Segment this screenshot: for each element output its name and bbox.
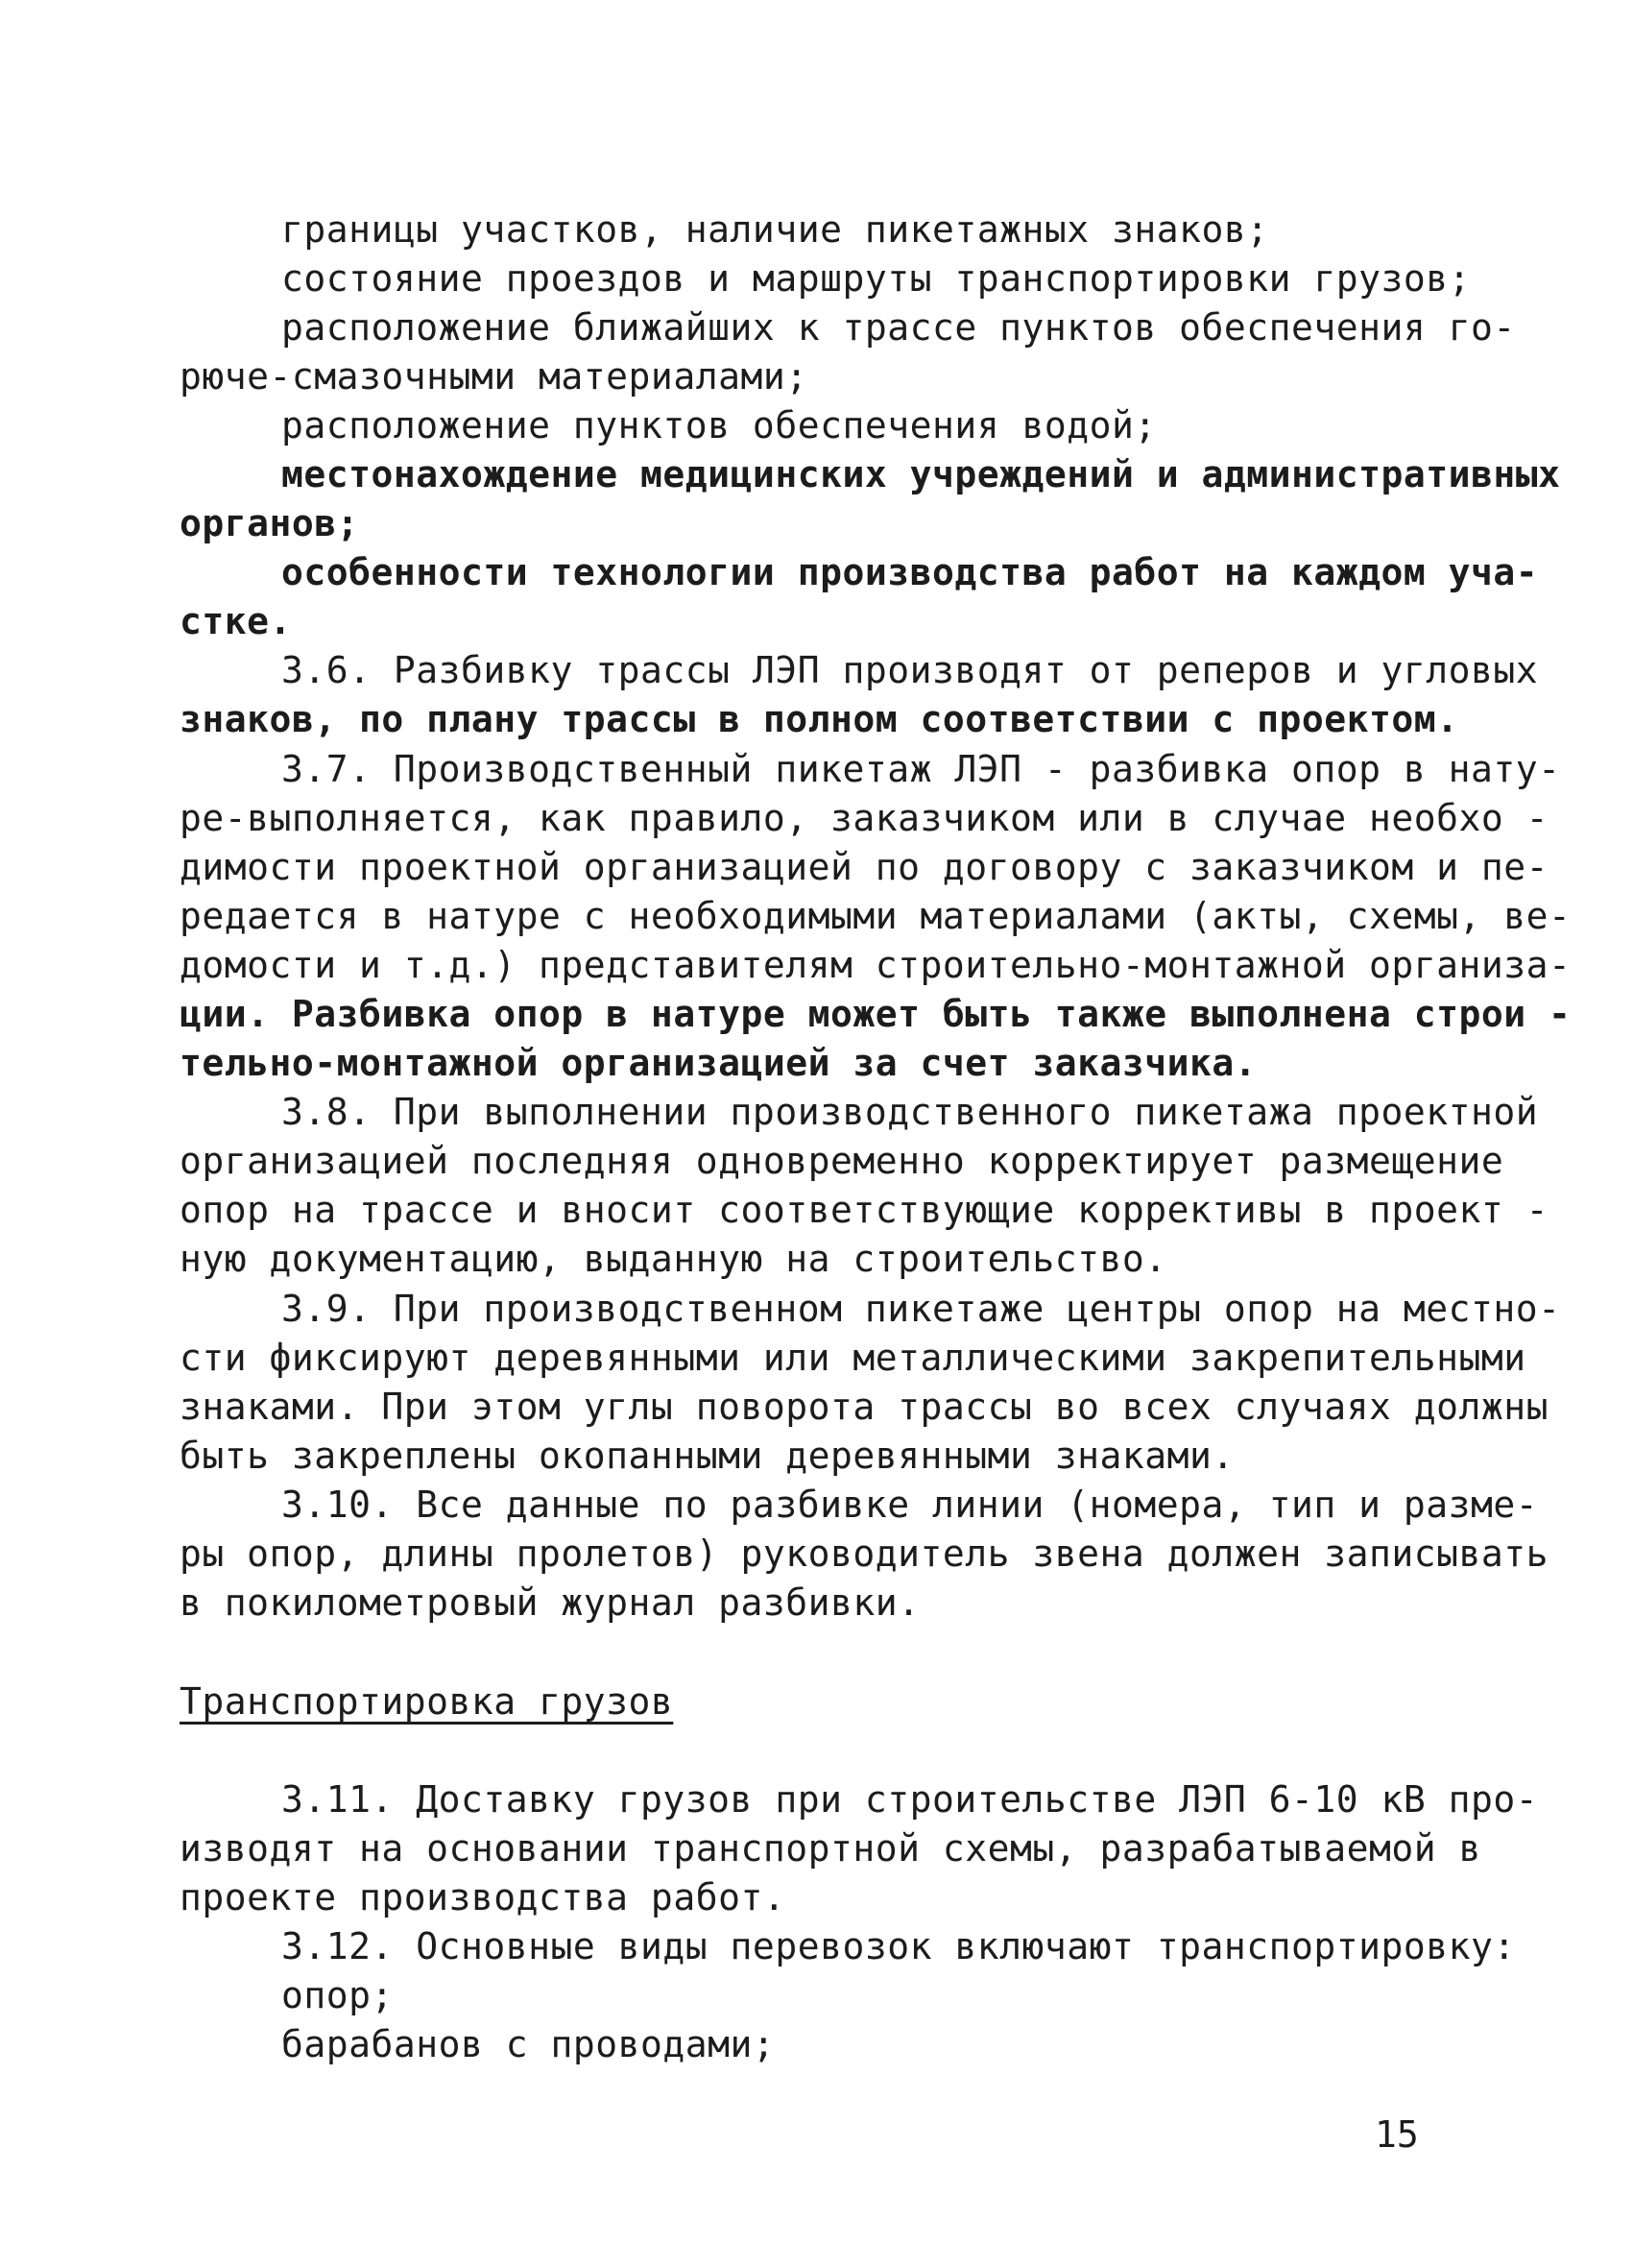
text-line: 3.9. При производственном пикетаже центры опор на местно- [281,1288,1561,1330]
text-line: опор; [281,1974,394,2016]
text-line: в покилометровый журнал разбивки. [180,1581,921,1624]
text-line: состояние проездов и маршруты транспортировки грузов; [281,257,1472,300]
text-line: ре-выполняется, как правило, заказчиком или в случае необхо - [180,797,1549,839]
text-line: 3.12. Основные виды перевозок включают транспортировку: [281,1925,1516,1967]
text-line: домости и т.д.) представителям строительно-монтажной организа- [180,944,1572,986]
text-line: сти фиксируют деревянными или металлическими закрепительными [180,1337,1526,1379]
text-line: барабанов с проводами; [281,2023,776,2065]
text-line: 3.6. Разбивку трассы ЛЭП производят от реперов и угловых [281,649,1539,691]
text-line: быть закреплены окопанными деревянными знаками. [180,1435,1235,1477]
section-heading: Транспортировка грузов [180,1680,674,1723]
text-line: тельно-монтажной организацией за счет заказчика. [180,1042,1258,1084]
text-line: 3.7. Производственный пикетаж ЛЭП - разбивка опор в нату- [281,748,1561,790]
text-line: расположение ближайших к трассе пунктов обеспечения го- [281,306,1516,349]
text-line: изводят на основании транспортной схемы, разрабатываемой в [180,1827,1481,1870]
text-line: 3.8. При выполнении производственного пикетажа проектной [281,1091,1539,1133]
text-line: ры опор, длины пролетов) руководитель звена должен записывать [180,1532,1549,1575]
text-line: 3.11. Доставку грузов при строительстве ЛЭП 6-10 кВ про- [281,1778,1539,1821]
page-number: 15 [1375,2113,1419,2156]
text-line: стке. [180,600,292,642]
text-line: димости проектной организацией по договору с заказчиком и пе- [180,846,1549,888]
text-line: местонахождение медицинских учреждений и административных [281,453,1561,495]
text-line: ции. Разбивка опор в натуре может быть также выполнена строи - [180,993,1572,1035]
text-line: ную документацию, выданную на строительство. [180,1238,1167,1280]
text-line: органов; [180,502,360,544]
text-line: проекте производства работ. [180,1876,786,1918]
text-line: знаками. При этом углы поворота трассы во всех случаях должны [180,1386,1549,1428]
text-line: знаков, по плану трассы в полном соответствии с проектом. [180,698,1459,740]
text-line: редается в натуре с необходимыми материалами (акты, схемы, ве- [180,895,1572,937]
text-line: организацией последняя одновременно корректирует размещение [180,1140,1504,1182]
text-line: границы участков, наличие пикетажных знаков; [281,208,1269,251]
text-line: 3.10. Все данные по разбивке линии (номера, тип и разме- [281,1484,1539,1526]
text-line: расположение пунктов обеспечения водой; [281,404,1157,446]
text-line: особенности технологии производства работ на каждом уча- [281,551,1539,593]
text-line: опор на трассе и вносит соответствующие коррективы в проект - [180,1189,1549,1231]
text-line: рюче-смазочными материалами; [180,355,808,398]
